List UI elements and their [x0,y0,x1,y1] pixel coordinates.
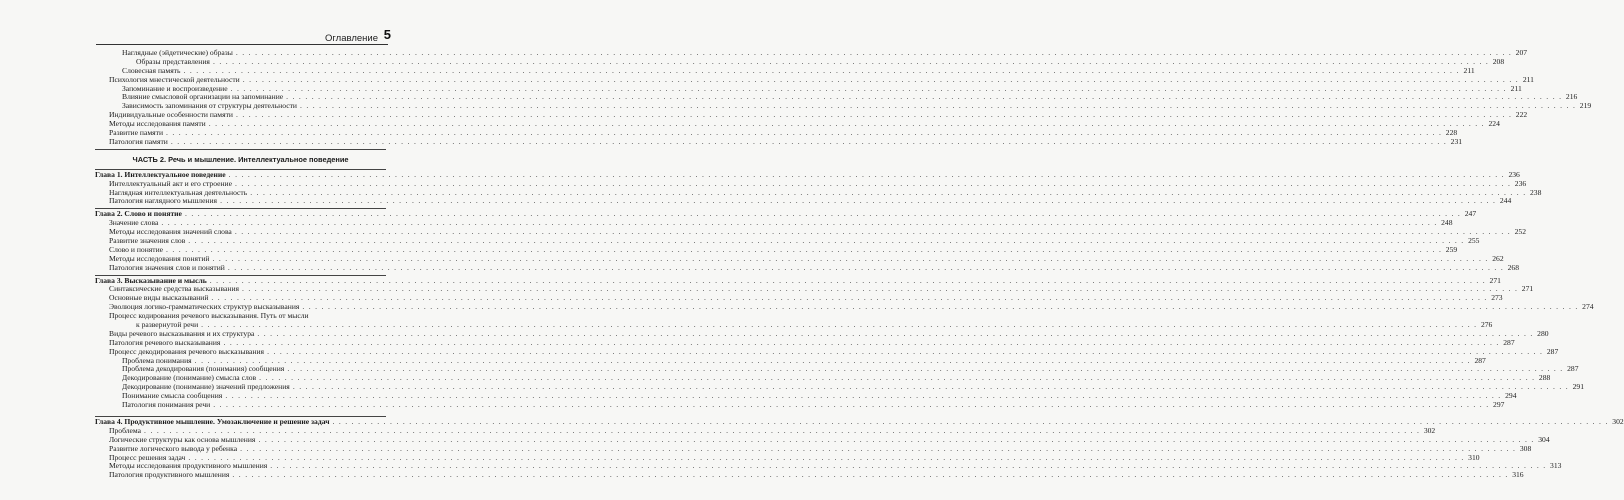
running-head [96,30,378,44]
dot-leader: . . . . . . . . . . . . . . . . . . . . . . . . . . . . . . . . . . . . . . . . . . . . . . . . . . . . . . . . . . . . . . . . . . . . . . . . . . . . . . . . . . . . . . . . . . . . . . . . . . . . . . . . . . . . . . . . . . . . . . . . . . . . . . . . . . . . . . . . . . . . . . . . . . . . . . . . . . . . . . . . . . . . . . . . . . . . . . . . . . . . . . . . . . . . . . . . . . . . . . . . [332,416,1609,426]
toc-entry-title: Глава 2. Слово и понятие [95,209,182,219]
toc-entry-title: Методы исследования значений слова [109,227,232,237]
toc-entry-title: Влияние смысловой организации на запоминание [122,92,284,102]
dot-leader: . . . . . . . . . . . . . . . . . . . . . . . . . . . . . . . . . . . . . . . . . . . . . . . . . . . . . . . . . . . . . . . . . . . . . . . . . . . . . . . . . . . . . . . . . . . . . . . . . . . . . . . . . . . . . . . . . . . . . . . . . . . . . . . . . . . . . . . . . . . . . . . . . . . . . . . . . . . . . . . . . . . . . . . . . . . . . . . . . . . . . . . . . . . . . . . . . . . . . . . . [188,236,1465,246]
dot-leader: . . . . . . . . . . . . . . . . . . . . . . . . . . . . . . . . . . . . . . . . . . . . . . . . . . . . . . . . . . . . . . . . . . . . . . . . . . . . . . . . . . . . . . . . . . . . . . . . . . . . . . . . . . . . . . . . . . . . . . . . . . . . . . . . . . . . . . . . . . . . . . . . . . . . . . . . . . . . . . . . . . . . . . . . . . . . . . . . . . . . . . . . . . . . . . . . . . . . . . . . [194,355,1471,365]
dot-leader: . . . . . . . . . . . . . . . . . . . . . . . . . . . . . . . . . . . . . . . . . . . . . . . . . . . . . . . . . . . . . . . . . . . . . . . . . . . . . . . . . . . . . . . . . . . . . . . . . . . . . . . . . . . . . . . . . . . . . . . . . . . . . . . . . . . . . . . . . . . . . . . . . . . . . . . . . . . . . . . . . . . . . . . . . . . . . . . . . . . . . . . . . . . . . . . . . . . . . . . . [184,209,1462,219]
toc-entry-page: 252 [1514,227,1526,237]
toc-chapter-3 [95,275,1594,410]
toc-chapter-2 [95,209,1526,272]
toc-entry-page: 308 [1519,443,1532,453]
dot-leader: . . . . . . . . . . . . . . . . . . . . . . . . . . . . . . . . . . . . . . . . . . . . . . . . . . . . . . . . . . . . . . . . . . . . . . . . . . . . . . . . . . . . . . . . . . . . . . . . . . . . . . . . . . . . . . . . . . . . . . . . . . . . . . . . . . . . . . . . . . . . . . . . . . . . . . . . . . . . . . . . . . . . . . . . . . . . . . . . . . . . . . . . . . . . . . . . . . . . . . . . [302,302,1579,312]
toc-entry-title: Глава 3. Высказывание и мысль [95,275,207,285]
toc-entry-page: 273 [1491,293,1503,303]
toc-entry-title: Процесс решения задач [109,452,186,462]
dot-leader: . . . . . . . . . . . . . . . . . . . . . . . . . . . . . . . . . . . . . . . . . . . . . . . . . . . . . . . . . . . . . . . . . . . . . . . . . . . . . . . . . . . . . . . . . . . . . . . . . . . . . . . . . . . . . . . . . . . . . . . . . . . . . . . . . . . . . . . . . . . . . . . . . . . . . . . . . . . . . . . . . . . . . . . . . . . . . . . . . . . . . . . . . . . . . . . . . . . . . . . . [212,253,1489,263]
toc-entry-page: 287 [1567,364,1579,374]
toc-entry-title: Логические структуры как основа мышления [109,434,256,444]
toc-entry-page: 248 [1441,218,1453,228]
toc-group-memory [95,47,1592,147]
dot-leader: . . . . . . . . . . . . . . . . . . . . . . . . . . . . . . . . . . . . . . . . . . . . . . . . . . . . . . . . . . . . . . . . . . . . . . . . . . . . . . . . . . . . . . . . . . . . . . . . . . . . . . . . . . . . . . . . . . . . . . . . . . . . . . . . . . . . . . . . . . . . . . . . . . . . . . . . . . . . . . . . . . . . . . . . . . . . . . . . . . . . . . . . . . . . . . . . . . . . . . . . [201,320,1478,330]
toc-entry-title: Словесная память [122,65,181,75]
toc-entry-page: 310 [1468,452,1480,462]
toc-entry-title: Проблема [109,425,142,435]
toc-entry [95,196,1512,206]
toc-entry-page: 280 [1537,328,1549,338]
toc-entry-page: 228 [1445,128,1458,137]
toc-chapter-1 [95,169,1542,207]
dot-leader: . . . . . . . . . . . . . . . . . . . . . . . . . . . . . . . . . . . . . . . . . . . . . . . . . . . . . . . . . . . . . . . . . . . . . . . . . . . . . . . . . . . . . . . . . . . . . . . . . . . . . . . . . . . . . . . . . . . . . . . . . . . . . . . . . . . . . . . . . . . . . . . . . . . . . . . . . . . . . . . . . . . . . . . . . . . . . . . . . . . . . . . . . . . . . . . . . . . . . . . . [230,83,1507,93]
toc-entry-page: 287 [1503,337,1515,347]
toc-entry-title: Слово и понятие [109,244,164,254]
toc-entry-title: Патология речевого высказывания [109,337,221,347]
dot-leader: . . . . . . . . . . . . . . . . . . . . . . . . . . . . . . . . . . . . . . . . . . . . . . . . . . . . . . . . . . . . . . . . . . . . . . . . . . . . . . . . . . . . . . . . . . . . . . . . . . . . . . . . . . . . . . . . . . . . . . . . . . . . . . . . . . . . . . . . . . . . . . . . . . . . . . . . . . . . . . . . . . . . . . . . . . . . . . . . . . . . . . . . . . . . . . . . . . . . . . . . [208,119,1485,129]
toc-entry-title: Понимание смысла сообщения [122,391,223,401]
toc-entry-page: 222 [1515,110,1528,120]
toc-entry-title: Патология значения слов и понятий [109,262,225,272]
toc-entry-title: Декодирование (понимание) смысла слов [122,373,257,383]
dot-leader: . . . . . . . . . . . . . . . . . . . . . . . . . . . . . . . . . . . . . . . . . . . . . . . . . . . . . . . . . . . . . . . . . . . . . . . . . . . . . . . . . . . . . . . . . . . . . . . . . . . . . . . . . . . . . . . . . . . . . . . . . . . . . . . . . . . . . . . . . . . . . . . . . . . . . . . . . . . . . . . . . . . . . . . . . . . . . . . . . . . . . . . . . . . . . . . . . . . . . . . . [225,391,1502,401]
toc-entry-title: Проблема декодирования (понимания) сообщения [122,364,285,374]
dot-leader: . . . . . . . . . . . . . . . . . . . . . . . . . . . . . . . . . . . . . . . . . . . . . . . . . . . . . . . . . . . . . . . . . . . . . . . . . . . . . . . . . . . . . . . . . . . . . . . . . . . . . . . . . . . . . . . . . . . . . . . . . . . . . . . . . . . . . . . . . . . . . . . . . . . . . . . . . . . . . . . . . . . . . . . . . . . . . . . . . . . . . . . . . . . . . . . . . . . . . . . . [257,328,1534,338]
toc-entry-page: 211 [1522,74,1534,84]
toc-entry-title: Наглядная интеллектуальная деятельность [109,187,248,197]
toc-entry-title: Процесс декодирования речевого высказывания [109,346,265,356]
dot-leader: . . . . . . . . . . . . . . . . . . . . . . . . . . . . . . . . . . . . . . . . . . . . . . . . . . . . . . . . . . . . . . . . . . . . . . . . . . . . . . . . . . . . . . . . . . . . . . . . . . . . . . . . . . . . . . . . . . . . . . . . . . . . . . . . . . . . . . . . . . . . . . . . . . . . . . . . . . . . . . . . . . . . . . . . . . . . . . . . . . . . . . . . . . . . . . . . . . . . . . . . [166,244,1443,254]
toc-entry-page: 236 [1514,178,1527,188]
toc-entry-page: 244 [1499,196,1512,206]
dot-leader: . . . . . . . . . . . . . . . . . . . . . . . . . . . . . . . . . . . . . . . . . . . . . . . . . . . . . . . . . . . . . . . . . . . . . . . . . . . . . . . . . . . . . . . . . . . . . . . . . . . . . . . . . . . . . . . . . . . . . . . . . . . . . . . . . . . . . . . . . . . . . . . . . . . . . . . . . . . . . . . . . . . . . . . . . . . . . . . . . . . . . . . . . . . . . . . . . . . . . . . . [227,262,1505,272]
dot-leader: . . . . . . . . . . . . . . . . . . . . . . . . . . . . . . . . . . . . . . . . . . . . . . . . . . . . . . . . . . . . . . . . . . . . . . . . . . . . . . . . . . . . . . . . . . . . . . . . . . . . . . . . . . . . . . . . . . . . . . . . . . . . . . . . . . . . . . . . . . . . . . . . . . . . . . . . . . . . . . . . . . . . . . . . . . . . . . . . . . . . . . . . . . . . . . . . . . . . . . . . [209,275,1486,285]
toc-entry-title: Развитие значения слов [109,236,186,246]
toc-entry-page: 297 [1493,400,1505,410]
dot-leader: . . . . . . . . . . . . . . . . . . . . . . . . . . . . . . . . . . . . . . . . . . . . . . . . . . . . . . . . . . . . . . . . . . . . . . . . . . . . . . . . . . . . . . . . . . . . . . . . . . . . . . . . . . . . . . . . . . . . . . . . . . . . . . . . . . . . . . . . . . . . . . . . . . . . . . . . . . . . . . . . . . . . . . . . . . . . . . . . . . . . . . . . . . . . . . . . . . . . . . . . [223,337,1500,347]
dot-leader: . . . . . . . . . . . . . . . . . . . . . . . . . . . . . . . . . . . . . . . . . . . . . . . . . . . . . . . . . . . . . . . . . . . . . . . . . . . . . . . . . . . . . . . . . . . . . . . . . . . . . . . . . . . . . . . . . . . . . . . . . . . . . . . . . . . . . . . . . . . . . . . . . . . . . . . . . . . . . . . . . . . . . . . . . . . . . . . . . . . . . . . . . . . . . . . . . . . . . . . . [242,74,1519,84]
toc-entry-page: 247 [1464,209,1477,219]
toc-entry-page: 302 [1612,416,1624,426]
toc-entry-title: Образы представления [136,56,210,66]
toc-entry-page: 219 [1579,101,1592,111]
toc-entry-title: Методы исследования продуктивного мышления [109,461,268,471]
toc-entry-title: Глава 4. Продуктивное мышление. Умозаключение и решение задач [95,416,330,426]
dot-leader: . . . . . . . . . . . . . . . . . . . . . . . . . . . . . . . . . . . . . . . . . . . . . . . . . . . . . . . . . . . . . . . . . . . . . . . . . . . . . . . . . . . . . . . . . . . . . . . . . . . . . . . . . . . . . . . . . . . . . . . . . . . . . . . . . . . . . . . . . . . . . . . . . . . . . . . . . . . . . . . . . . . . . . . . . . . . . . . . . . . . . . . . . . . . . . . . . . . . . . . . [235,110,1513,120]
header-rule [96,44,388,45]
toc-entry-title: Патология продуктивного мышления [109,470,230,480]
toc-entry-title: Синтаксические средства высказывания [109,284,240,294]
toc-entry-title: Глава 1. Интеллектуальное поведение [95,169,226,179]
toc-entry-title: Виды речевого высказывания и их структура [109,328,255,338]
toc-entry-page: 271 [1521,284,1534,294]
toc-entry-page: 238 [1530,187,1542,197]
toc-entry-title: Запоминание и воспроизведение [122,83,228,93]
divider [95,149,386,150]
dot-leader: . . . . . . . . . . . . . . . . . . . . . . . . . . . . . . . . . . . . . . . . . . . . . . . . . . . . . . . . . . . . . . . . . . . . . . . . . . . . . . . . . . . . . . . . . . . . . . . . . . . . . . . . . . . . . . . . . . . . . . . . . . . . . . . . . . . . . . . . . . . . . . . . . . . . . . . . . . . . . . . . . . . . . . . . . . . . . . . . . . . . . . . . . . . . . . . . . . . . . . . . [299,101,1577,111]
dot-leader: . . . . . . . . . . . . . . . . . . . . . . . . . . . . . . . . . . . . . . . . . . . . . . . . . . . . . . . . . . . . . . . . . . . . . . . . . . . . . . . . . . . . . . . . . . . . . . . . . . . . . . . . . . . . . . . . . . . . . . . . . . . . . . . . . . . . . . . . . . . . . . . . . . . . . . . . . . . . . . . . . . . . . . . . . . . . . . . . . . . . . . . . . . . . . . . . . . . . . . . . [188,452,1465,462]
dot-leader: . . . . . . . . . . . . . . . . . . . . . . . . . . . . . . . . . . . . . . . . . . . . . . . . . . . . . . . . . . . . . . . . . . . . . . . . . . . . . . . . . . . . . . . . . . . . . . . . . . . . . . . . . . . . . . . . . . . . . . . . . . . . . . . . . . . . . . . . . . . . . . . . . . . . . . . . . . . . . . . . . . . . . . . . . . . . . . . . . . . . . . . . . . . . . . . . . . . . . . . . [228,169,1505,179]
toc-entry-title: Методы исследования памяти [109,119,206,129]
toc-entry-page: 313 [1550,461,1562,471]
toc-entry-page: 271 [1489,275,1501,285]
toc-entry-title: Индивидуальные особенности памяти [109,110,233,120]
toc-entry-page: 287 [1546,346,1559,356]
toc-entry-page: 268 [1507,262,1520,272]
dot-leader: . . . . . . . . . . . . . . . . . . . . . . . . . . . . . . . . . . . . . . . . . . . . . . . . . . . . . . . . . . . . . . . . . . . . . . . . . . . . . . . . . . . . . . . . . . . . . . . . . . . . . . . . . . . . . . . . . . . . . . . . . . . . . . . . . . . . . . . . . . . . . . . . . . . . . . . . . . . . . . . . . . . . . . . . . . . . . . . . . . . . . . . . . . . . . . . . . . . . . . . . [286,92,1563,102]
toc-entry-title: Наглядные (эйдетические) образы [122,47,233,57]
toc-entry-page: 287 [1474,355,1486,365]
dot-leader: . . . . . . . . . . . . . . . . . . . . . . . . . . . . . . . . . . . . . . . . . . . . . . . . . . . . . . . . . . . . . . . . . . . . . . . . . . . . . . . . . . . . . . . . . . . . . . . . . . . . . . . . . . . . . . . . . . . . . . . . . . . . . . . . . . . . . . . . . . . . . . . . . . . . . . . . . . . . . . . . . . . . . . . . . . . . . . . . . . . . . . . . . . . . . . . . . . . . . . . . [250,187,1527,197]
toc-entry-page: 291 [1572,382,1584,392]
dot-leader: . . . . . . . . . . . . . . . . . . . . . . . . . . . . . . . . . . . . . . . . . . . . . . . . . . . . . . . . . . . . . . . . . . . . . . . . . . . . . . . . . . . . . . . . . . . . . . . . . . . . . . . . . . . . . . . . . . . . . . . . . . . . . . . . . . . . . . . . . . . . . . . . . . . . . . . . . . . . . . . . . . . . . . . . . . . . . . . . . . . . . . . . . . . . . . . . . . . . . . . . [166,128,1443,137]
section-title: Оглавление [325,33,378,44]
part-title: ЧАСТЬ 2. Речь и мышление. Интеллектуальное поведение [132,154,349,164]
dot-leader: . . . . . . . . . . . . . . . . . . . . . . . . . . . . . . . . . . . . . . . . . . . . . . . . . . . . . . . . . . . . . . . . . . . . . . . . . . . . . . . . . . . . . . . . . . . . . . . . . . . . . . . . . . . . . . . . . . . . . . . . . . . . . . . . . . . . . . . . . . . . . . . . . . . . . . . . . . . . . . . . . . . . . . . . . . . . . . . . . . . . . . . . . . . . . . . . . . . . . . . . [170,136,1448,146]
toc-entry-page: 276 [1480,320,1493,330]
toc-entry-page: 262 [1492,253,1504,263]
toc-entry-page: 255 [1468,236,1480,246]
toc-entry-page: 236 [1508,169,1520,179]
dot-leader: . . . . . . . . . . . . . . . . . . . . . . . . . . . . . . . . . . . . . . . . . . . . . . . . . . . . . . . . . . . . . . . . . . . . . . . . . . . . . . . . . . . . . . . . . . . . . . . . . . . . . . . . . . . . . . . . . . . . . . . . . . . . . . . . . . . . . . . . . . . . . . . . . . . . . . . . . . . . . . . . . . . . . . . . . . . . . . . . . . . . . . . . . . . . . . . . . . . . . . . . [242,284,1519,294]
toc-entry-title: Значение слова [109,218,159,228]
dot-leader: . . . . . . . . . . . . . . . . . . . . . . . . . . . . . . . . . . . . . . . . . . . . . . . . . . . . . . . . . . . . . . . . . . . . . . . . . . . . . . . . . . . . . . . . . . . . . . . . . . . . . . . . . . . . . . . . . . . . . . . . . . . . . . . . . . . . . . . . . . . . . . . . . . . . . . . . . . . . . . . . . . . . . . . . . . . . . . . . . . . . . . . . . . . . . . . . . . . . . . . . [267,346,1544,356]
toc-entry-title: Зависимость запоминания от структуры деятельности [122,101,297,111]
toc-entry-title: Развитие памяти [109,128,164,137]
toc-entry-title: Развитие логического вывода у ребенка [109,443,238,453]
dot-leader: . . . . . . . . . . . . . . . . . . . . . . . . . . . . . . . . . . . . . . . . . . . . . . . . . . . . . . . . . . . . . . . . . . . . . . . . . . . . . . . . . . . . . . . . . . . . . . . . . . . . . . . . . . . . . . . . . . . . . . . . . . . . . . . . . . . . . . . . . . . . . . . . . . . . . . . . . . . . . . . . . . . . . . . . . . . . . . . . . . . . . . . . . . . . . . . . . . . . . . . . [234,178,1512,188]
toc-entry-title: Процесс кодирования речевого высказывания. Путь от мысли [109,311,309,321]
toc-entry-title: Патология наглядного мышления [109,196,218,206]
toc-entry-title: Основные виды высказываний [109,293,209,303]
dot-leader: . . . . . . . . . . . . . . . . . . . . . . . . . . . . . . . . . . . . . . . . . . . . . . . . . . . . . . . . . . . . . . . . . . . . . . . . . . . . . . . . . . . . . . . . . . . . . . . . . . . . . . . . . . . . . . . . . . . . . . . . . . . . . . . . . . . . . . . . . . . . . . . . . . . . . . . . . . . . . . . . . . . . . . . . . . . . . . . . . . . . . . . . . . . . . . . . . . . . . . . . [212,56,1490,66]
toc-entry-page: 231 [1450,136,1463,146]
toc-entry-title: Методы исследования понятий [109,253,210,263]
toc-entry-title: Психология мнестической деятельности [109,74,240,84]
dot-leader: . . . . . . . . . . . . . . . . . . . . . . . . . . . . . . . . . . . . . . . . . . . . . . . . . . . . . . . . . . . . . . . . . . . . . . . . . . . . . . . . . . . . . . . . . . . . . . . . . . . . . . . . . . . . . . . . . . . . . . . . . . . . . . . . . . . . . . . . . . . . . . . . . . . . . . . . . . . . . . . . . . . . . . . . . . . . . . . . . . . . . . . . . . . . . . . . . . . . . . . . [287,364,1564,374]
toc-entry [95,400,1505,410]
toc-entry-title: Интеллектуальный акт и его строение [109,178,232,188]
toc-entry-title: Патология понимания речи [122,400,211,410]
table-of-contents [95,47,1624,480]
dot-leader: . . . . . . . . . . . . . . . . . . . . . . . . . . . . . . . . . . . . . . . . . . . . . . . . . . . . . . . . . . . . . . . . . . . . . . . . . . . . . . . . . . . . . . . . . . . . . . . . . . . . . . . . . . . . . . . . . . . . . . . . . . . . . . . . . . . . . . . . . . . . . . . . . . . . . . . . . . . . . . . . . . . . . . . . . . . . . . . . . . . . . . . . . . . . . . . . . . . . . . . . [183,65,1460,75]
toc-entry-page: 207 [1515,47,1528,57]
dot-leader: . . . . . . . . . . . . . . . . . . . . . . . . . . . . . . . . . . . . . . . . . . . . . . . . . . . . . . . . . . . . . . . . . . . . . . . . . . . . . . . . . . . . . . . . . . . . . . . . . . . . . . . . . . . . . . . . . . . . . . . . . . . . . . . . . . . . . . . . . . . . . . . . . . . . . . . . . . . . . . . . . . . . . . . . . . . . . . . . . . . . . . . . . . . . . . . . . . . . . . . . [213,400,1490,410]
dot-leader: . . . . . . . . . . . . . . . . . . . . . . . . . . . . . . . . . . . . . . . . . . . . . . . . . . . . . . . . . . . . . . . . . . . . . . . . . . . . . . . . . . . . . . . . . . . . . . . . . . . . . . . . . . . . . . . . . . . . . . . . . . . . . . . . . . . . . . . . . . . . . . . . . . . . . . . . . . . . . . . . . . . . . . . . . . . . . . . . . . . . . . . . . . . . . . . . . . . . . . . . [270,461,1547,471]
toc-entry-page: 211 [1510,83,1522,93]
toc-entry-title: Проблема понимания [122,355,192,365]
dot-leader: . . . . . . . . . . . . . . . . . . . . . . . . . . . . . . . . . . . . . . . . . . . . . . . . . . . . . . . . . . . . . . . . . . . . . . . . . . . . . . . . . . . . . . . . . . . . . . . . . . . . . . . . . . . . . . . . . . . . . . . . . . . . . . . . . . . . . . . . . . . . . . . . . . . . . . . . . . . . . . . . . . . . . . . . . . . . . . . . . . . . . . . . . . . . . . . . . . . . . . . . [240,443,1517,453]
dot-leader: . . . . . . . . . . . . . . . . . . . . . . . . . . . . . . . . . . . . . . . . . . . . . . . . . . . . . . . . . . . . . . . . . . . . . . . . . . . . . . . . . . . . . . . . . . . . . . . . . . . . . . . . . . . . . . . . . . . . . . . . . . . . . . . . . . . . . . . . . . . . . . . . . . . . . . . . . . . . . . . . . . . . . . . . . . . . . . . . . . . . . . . . . . . . . . . . . . . . . . . . [220,196,1497,206]
toc-entry-page: 211 [1463,65,1475,75]
dot-leader: . . . . . . . . . . . . . . . . . . . . . . . . . . . . . . . . . . . . . . . . . . . . . . . . . . . . . . . . . . . . . . . . . . . . . . . . . . . . . . . . . . . . . . . . . . . . . . . . . . . . . . . . . . . . . . . . . . . . . . . . . . . . . . . . . . . . . . . . . . . . . . . . . . . . . . . . . . . . . . . . . . . . . . . . . . . . . . . . . . . . . . . . . . . . . . . . . . . . . . . . [234,227,1511,237]
toc-entry-page: 288 [1538,373,1551,383]
toc-entry-page: 304 [1538,434,1550,444]
toc-entry [95,262,1520,273]
toc-entry-page: 274 [1582,302,1594,312]
toc-entry [95,470,1524,480]
toc-entry [95,136,1463,147]
dot-leader: . . . . . . . . . . . . . . . . . . . . . . . . . . . . . . . . . . . . . . . . . . . . . . . . . . . . . . . . . . . . . . . . . . . . . . . . . . . . . . . . . . . . . . . . . . . . . . . . . . . . . . . . . . . . . . . . . . . . . . . . . . . . . . . . . . . . . . . . . . . . . . . . . . . . . . . . . . . . . . . . . . . . . . . . . . . . . . . . . . . . . . . . . . . . . . . . . . . . . . . . [211,293,1488,303]
toc-chapter-4 [95,416,1624,480]
dot-leader: . . . . . . . . . . . . . . . . . . . . . . . . . . . . . . . . . . . . . . . . . . . . . . . . . . . . . . . . . . . . . . . . . . . . . . . . . . . . . . . . . . . . . . . . . . . . . . . . . . . . . . . . . . . . . . . . . . . . . . . . . . . . . . . . . . . . . . . . . . . . . . . . . . . . . . . . . . . . . . . . . . . . . . . . . . . . . . . . . . . . . . . . . . . . . . . . . . . . . . . . [144,425,1421,435]
dot-leader: . . . . . . . . . . . . . . . . . . . . . . . . . . . . . . . . . . . . . . . . . . . . . . . . . . . . . . . . . . . . . . . . . . . . . . . . . . . . . . . . . . . . . . . . . . . . . . . . . . . . . . . . . . . . . . . . . . . . . . . . . . . . . . . . . . . . . . . . . . . . . . . . . . . . . . . . . . . . . . . . . . . . . . . . . . . . . . . . . . . . . . . . . . . . . . . . . . . . . . . . [259,373,1536,383]
dot-leader: . . . . . . . . . . . . . . . . . . . . . . . . . . . . . . . . . . . . . . . . . . . . . . . . . . . . . . . . . . . . . . . . . . . . . . . . . . . . . . . . . . . . . . . . . . . . . . . . . . . . . . . . . . . . . . . . . . . . . . . . . . . . . . . . . . . . . . . . . . . . . . . . . . . . . . . . . . . . . . . . . . . . . . . . . . . . . . . . . . . . . . . . . . . . . . . . . . . . . . . . [161,218,1438,228]
toc-entry-page: 216 [1565,92,1578,102]
toc-entry-title: Патология памяти [109,136,168,146]
toc-entry-page: 259 [1445,244,1458,254]
toc-entry-title: к развернутой речи [136,320,199,330]
toc-entry-title: Эволюция логико-грамматических структур высказывания [109,302,300,312]
toc-entry-page: 294 [1505,391,1517,401]
toc-entry-page: 208 [1492,56,1505,66]
dot-leader: . . . . . . . . . . . . . . . . . . . . . . . . . . . . . . . . . . . . . . . . . . . . . . . . . . . . . . . . . . . . . . . . . . . . . . . . . . . . . . . . . . . . . . . . . . . . . . . . . . . . . . . . . . . . . . . . . . . . . . . . . . . . . . . . . . . . . . . . . . . . . . . . . . . . . . . . . . . . . . . . . . . . . . . . . . . . . . . . . . . . . . . . . . . . . . . . . . . . . . . . [232,470,1509,480]
toc-entry-page: 302 [1423,425,1436,435]
page-number: 5 [383,27,391,42]
dot-leader: . . . . . . . . . . . . . . . . . . . . . . . . . . . . . . . . . . . . . . . . . . . . . . . . . . . . . . . . . . . . . . . . . . . . . . . . . . . . . . . . . . . . . . . . . . . . . . . . . . . . . . . . . . . . . . . . . . . . . . . . . . . . . . . . . . . . . . . . . . . . . . . . . . . . . . . . . . . . . . . . . . . . . . . . . . . . . . . . . . . . . . . . . . . . . . . . . . . . . . . . [235,47,1513,57]
dot-leader: . . . . . . . . . . . . . . . . . . . . . . . . . . . . . . . . . . . . . . . . . . . . . . . . . . . . . . . . . . . . . . . . . . . . . . . . . . . . . . . . . . . . . . . . . . . . . . . . . . . . . . . . . . . . . . . . . . . . . . . . . . . . . . . . . . . . . . . . . . . . . . . . . . . . . . . . . . . . . . . . . . . . . . . . . . . . . . . . . . . . . . . . . . . . . . . . . . . . . . . . [292,382,1569,392]
toc-entry-page: 224 [1488,119,1500,129]
toc-entry-title: Декодирование (понимание) значений предложения [122,382,290,392]
dot-leader: . . . . . . . . . . . . . . . . . . . . . . . . . . . . . . . . . . . . . . . . . . . . . . . . . . . . . . . . . . . . . . . . . . . . . . . . . . . . . . . . . . . . . . . . . . . . . . . . . . . . . . . . . . . . . . . . . . . . . . . . . . . . . . . . . . . . . . . . . . . . . . . . . . . . . . . . . . . . . . . . . . . . . . . . . . . . . . . . . . . . . . . . . . . . . . . . . . . . . . . . [258,434,1535,444]
toc-entry-page: 316 [1512,470,1524,480]
